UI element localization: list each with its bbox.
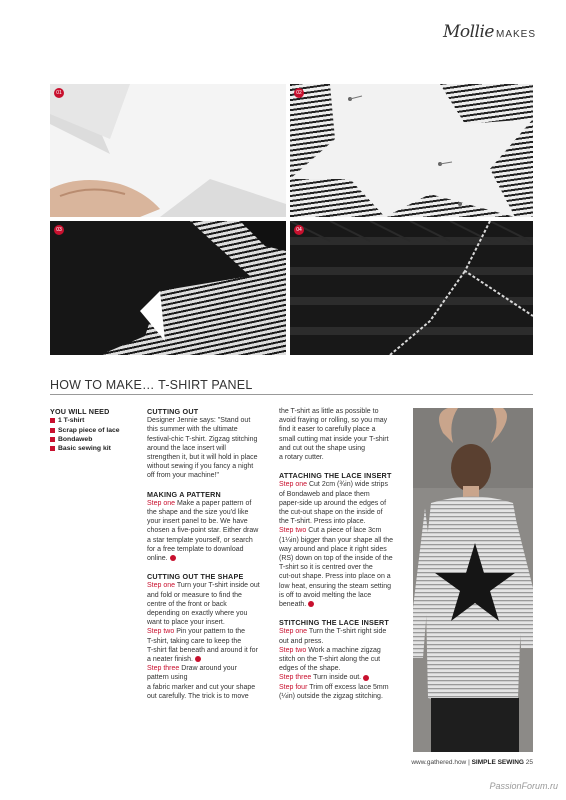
list-item: Basic sewing kit: [50, 444, 140, 453]
text-line: cut-out shape. Press into place on a: [279, 573, 391, 581]
photo-ref-icon: [170, 555, 176, 561]
text-line: T-shirt flat beneath and around it for: [147, 646, 258, 654]
step-label: Step one: [147, 499, 176, 507]
photo-paper-star: [50, 84, 286, 217]
text-line: pattern using: [147, 674, 188, 682]
text-line: a neater finish.: [147, 655, 297, 664]
text-line: and cut out the shape using: [279, 444, 366, 452]
photo-number: 03: [54, 225, 64, 235]
text-line: small cutting mat inside your T-shirt: [279, 435, 389, 443]
text-line: find it easer to carefully place a: [279, 426, 376, 434]
text-line: centre of the front or back: [147, 600, 227, 608]
text-line: Step four Trim off excess lace 5mm: [279, 683, 389, 691]
you-will-need: [50, 407, 140, 454]
brand-makes: MAKES: [495, 29, 536, 40]
text-line: Step three Turn inside out.: [279, 673, 411, 682]
text-line: way around and place it right sides: [279, 545, 387, 553]
text-line: chosen a five-point star. Either draw: [147, 527, 259, 535]
text-line: Designer Jennie says: "Stand out: [147, 417, 251, 425]
section-divider: [50, 394, 533, 395]
text-line: the cut-out shape on the inside of: [279, 509, 383, 517]
text-line: your insert panel to be. We have: [147, 518, 248, 526]
text-line: of Bondaweb and place them: [279, 490, 370, 498]
zigzag-stitching-illustration: [290, 221, 533, 355]
text-line: the shape and the size you'd like: [147, 509, 249, 517]
text-line: is off to avoid melting the lace: [279, 591, 372, 599]
step-label: Step two: [279, 646, 307, 654]
text-line: without sewing if you fancy a night: [147, 463, 254, 471]
footer-separator: |: [468, 759, 470, 766]
step-label: Step four: [279, 683, 308, 691]
text-line: festival-chic T-shirt. Zigzag stitching: [147, 435, 258, 443]
paper-star-illustration: [50, 84, 286, 217]
watermark: PassionForum.ru: [489, 781, 558, 791]
text-line: stitch on the T-shirt along the cut: [279, 656, 381, 664]
photo-lace-placement: [50, 221, 286, 355]
text-line: T-shirt so it is centred over the: [279, 564, 373, 572]
section-title: HOW TO MAKE… T-SHIRT PANEL: [50, 378, 253, 392]
you-will-need-heading: YOU WILL NEED: [50, 407, 110, 416]
cutting-shape-heading: CUTTING OUT THE SHAPE: [147, 572, 244, 582]
text-line: strengthen it, but it will hold in place: [147, 454, 258, 462]
text-line: for a free template to download: [147, 545, 244, 553]
text-line: Step three Draw around your: [147, 665, 237, 673]
text-line: paper-side up around the edges of: [279, 499, 387, 507]
cutting-out-heading: CUTTING OUT: [147, 407, 199, 416]
list-item: Scrap piece of lace: [50, 426, 140, 435]
text-line: Step one Turn the T-shirt right side: [279, 628, 387, 636]
text-line: low heat, ensuring the steam setting: [279, 582, 392, 590]
brand-script: Mollie: [442, 22, 494, 42]
attaching-heading: ATTACHING THE LACE INSERT: [279, 471, 392, 481]
finished-tshirt-illustration: [413, 408, 533, 752]
step-label: Step two: [147, 628, 175, 636]
text-line: a fabric marker and cut your shape: [147, 683, 256, 691]
text-line: Step two Cut a piece of lace 3cm: [279, 527, 382, 535]
text-line: this summer with the ultimate: [147, 426, 238, 434]
photo-finished-tshirt: [413, 408, 533, 752]
text-line: Step one Turn your T-shirt inside out: [147, 582, 260, 590]
step-label: Step one: [279, 628, 308, 636]
instructions-column-2: [147, 407, 297, 701]
step-label: Step two: [279, 527, 307, 535]
materials-list: [50, 416, 140, 454]
photo-number: 02: [294, 88, 304, 98]
making-pattern-heading: MAKING A PATTERN: [147, 489, 221, 499]
step-label: Step three: [279, 674, 312, 682]
text-line: Step one Make a paper pattern of: [147, 499, 252, 507]
photo-ref-icon: [363, 675, 369, 681]
photo-number: 04: [294, 225, 304, 235]
text-line: (1¼in) bigger than your shape all the: [279, 536, 394, 544]
text-line: edges of the shape.: [279, 665, 341, 673]
text-line: (¼in) outside the zigzag stitching.: [279, 692, 383, 700]
text-line: beneath.: [279, 600, 411, 609]
text-line: Step two Pin your pattern to the: [147, 628, 246, 636]
text-line: the T-shirt. Press into place.: [279, 518, 366, 526]
step-label: Step one: [279, 481, 308, 489]
step-label: Step one: [147, 582, 176, 590]
text-line: out and press.: [279, 637, 324, 645]
photo-ref-icon: [308, 601, 314, 607]
list-item: Bondaweb: [50, 435, 140, 444]
text-line: a rotary cutter.: [279, 454, 324, 462]
photo-ref-icon: [195, 656, 201, 662]
photo-zigzag-stitching: [290, 221, 533, 355]
text-line: want to place your insert.: [147, 619, 225, 627]
photo-number: 01: [54, 88, 64, 98]
text-line: Step two Work a machine zigzag: [279, 646, 381, 654]
text-line: online.: [147, 554, 297, 563]
photo-pinned-star: [290, 84, 533, 217]
stitching-heading: STITCHING THE LACE INSERT: [279, 618, 390, 628]
list-item: 1 T-shirt: [50, 416, 140, 425]
text-line: Step one Cut 2cm (¾in) wide strips: [279, 481, 388, 489]
text-line: off from your machine!": [147, 472, 219, 480]
text-line: (RS) down on top of the inside of the: [279, 555, 393, 563]
page-number: 25: [525, 759, 533, 766]
brand-logo: [443, 22, 536, 42]
text-line: out carefully. The trick is to move: [147, 692, 249, 700]
text-line: a star template yourself, or search: [147, 536, 253, 544]
text-line: the T-shirt as little as possible to: [279, 408, 379, 415]
footer-url: www.gathered.how: [411, 759, 467, 766]
text-line: around the lace insert will: [147, 444, 226, 452]
step-label: Step three: [147, 665, 180, 673]
footer-title: SIMPLE SEWING: [471, 759, 524, 766]
text-line: T-shirt, taking care to keep the: [147, 637, 242, 645]
lace-placement-illustration: [50, 221, 286, 355]
text-line: and fold or measure to find the: [147, 591, 242, 599]
pinned-star-illustration: [290, 84, 533, 217]
text-line: depending on exactly where you: [147, 610, 248, 618]
page-footer: [411, 759, 533, 766]
instructions-column-3: [279, 407, 411, 701]
text-line: avoid fraying or rolling, so you may: [279, 417, 388, 425]
